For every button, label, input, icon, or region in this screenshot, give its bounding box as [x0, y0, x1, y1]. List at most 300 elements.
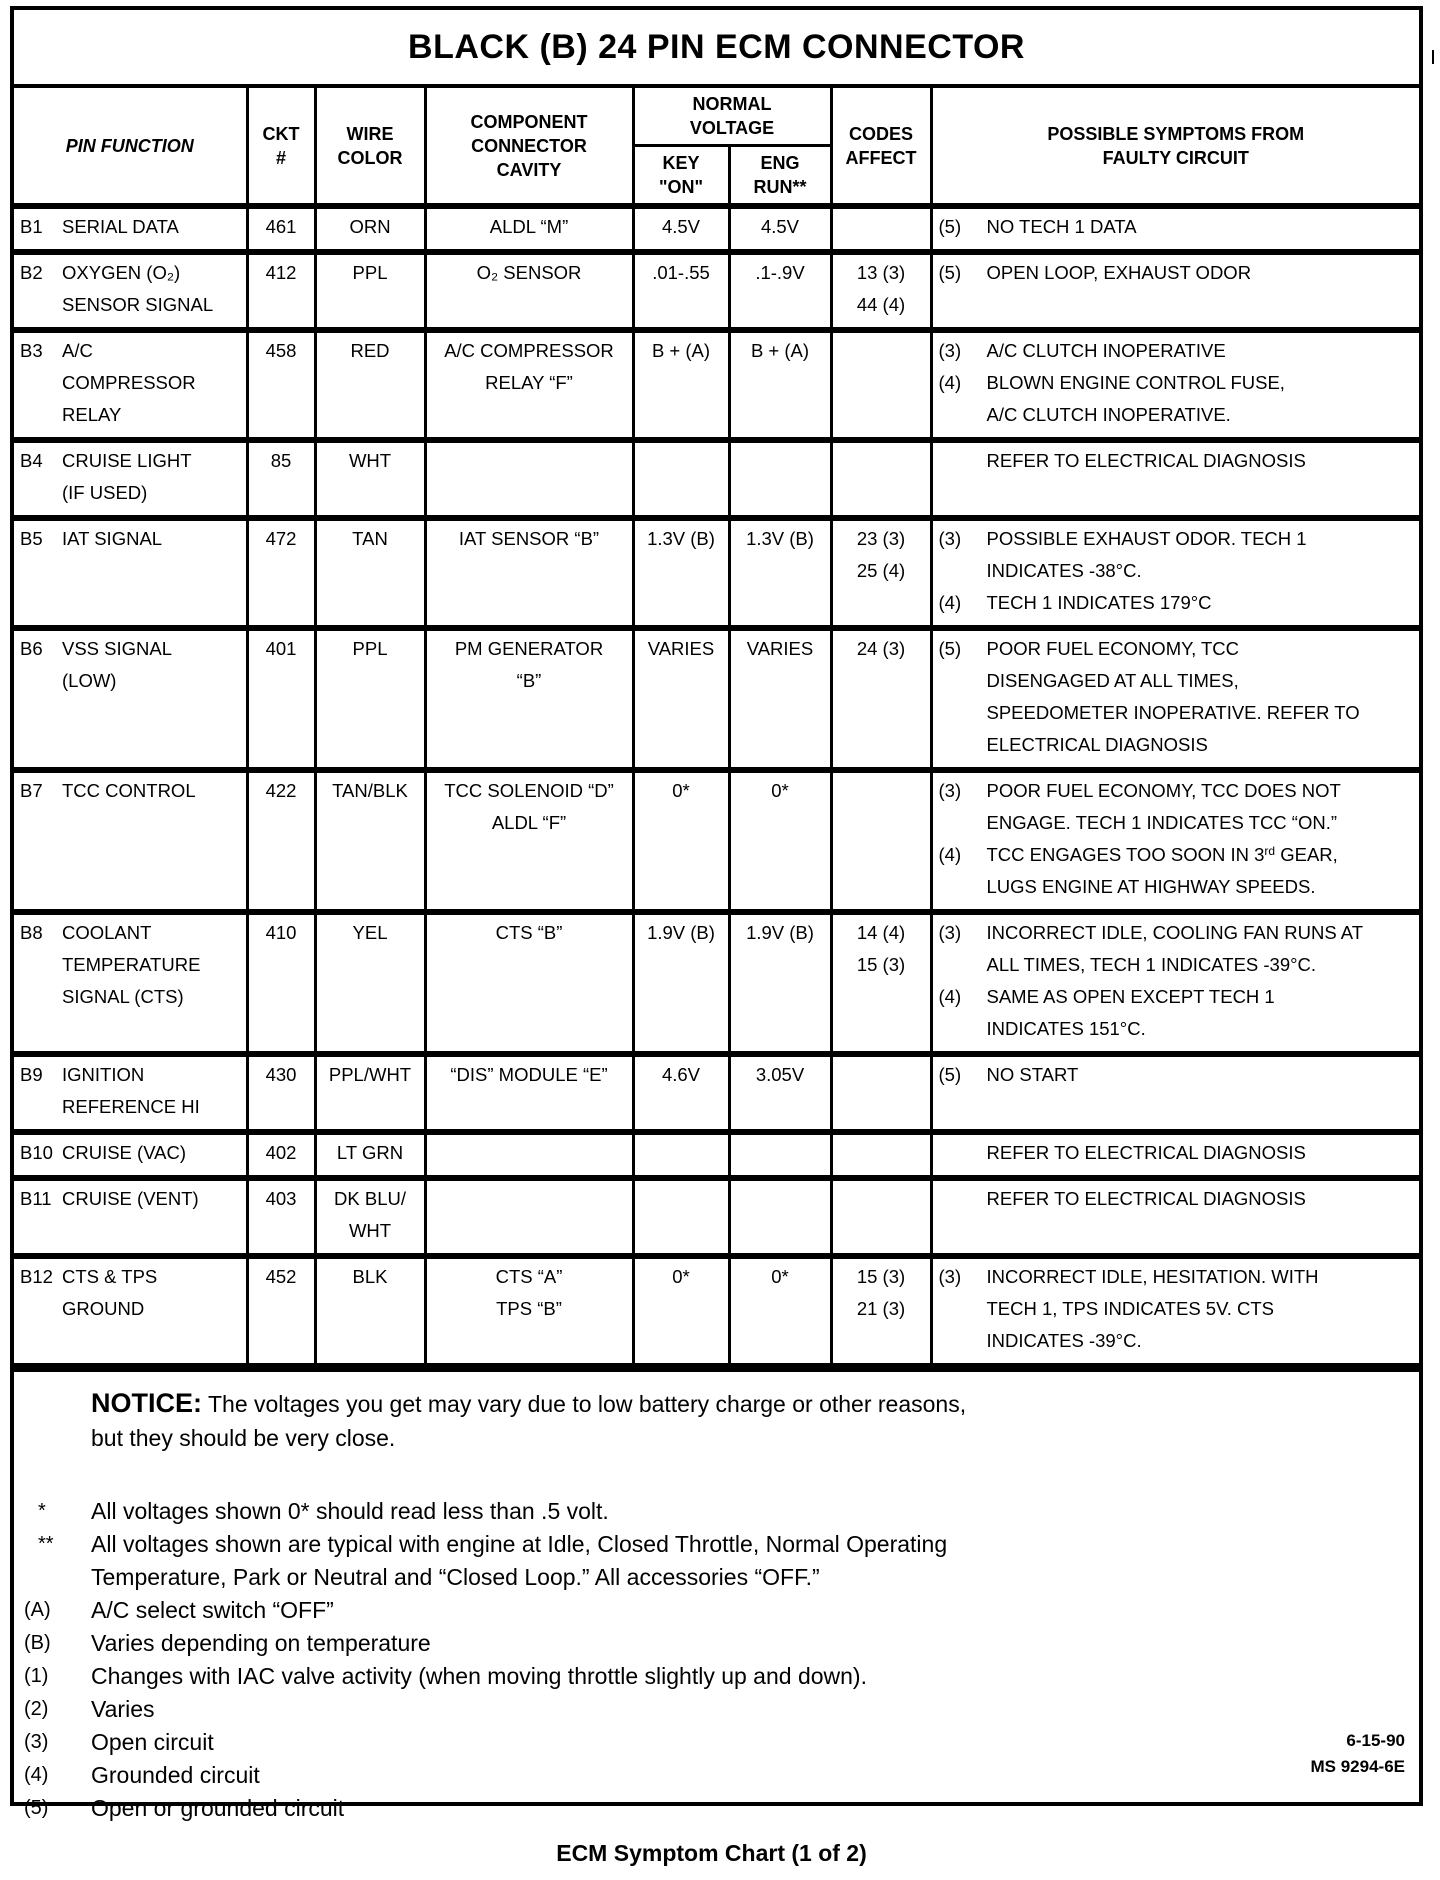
footnote-text: All voltages shown 0* should read less than .5 volt.: [91, 1498, 609, 1524]
pin-function-line: SIGNAL (CTS): [62, 986, 184, 1007]
symptom-line: [939, 633, 1414, 665]
pin-function-text: [62, 211, 179, 243]
pin-function-text: [62, 257, 213, 321]
circuit-number: 452: [247, 1256, 315, 1365]
footnote-key: [14, 1561, 91, 1594]
symptom-condition-code: [939, 729, 987, 761]
wire-color: [315, 518, 425, 628]
symptom-line: [939, 1261, 1414, 1293]
symptom-condition-code: [939, 949, 987, 981]
pin-function-cell: [14, 1178, 247, 1256]
header-pin-function: PIN FUNCTION: [14, 88, 247, 206]
header-component-cavity: [425, 88, 633, 206]
symptom-line: [939, 587, 1414, 619]
codes-affect: [831, 912, 931, 1054]
codes-affect: [831, 1256, 931, 1365]
component-cavity: [425, 1054, 633, 1132]
trouble-code: 24 (3): [856, 638, 906, 659]
codes-affect: [831, 628, 931, 770]
symptom-text: ELECTRICAL DIAGNOSIS: [986, 734, 1208, 755]
header-ckt: [247, 88, 315, 206]
symptom-line: [939, 697, 1414, 729]
symptom-text: POSSIBLE EXHAUST ODOR. TECH 1: [986, 528, 1307, 549]
footnote-text: Grounded circuit: [91, 1762, 260, 1788]
pin-function-cell: [14, 252, 247, 330]
pin-function-cell: [14, 628, 247, 770]
pin-id: B6: [20, 638, 43, 659]
circuit-number: 410: [247, 912, 315, 1054]
voltage-key-on: 1.9V (B): [633, 912, 729, 1054]
symptom-line: [939, 839, 1414, 871]
symptom-text: NO START: [986, 1064, 1079, 1085]
circuit-number: 430: [247, 1054, 315, 1132]
pin-function-cell: [14, 440, 247, 518]
symptom-line: [939, 211, 1414, 243]
possible-symptoms: [931, 252, 1419, 330]
circuit-number: 412: [247, 252, 315, 330]
scan-edge-mark: [1432, 50, 1434, 64]
symptom-line: [939, 949, 1414, 981]
voltage-key-on: [633, 1178, 729, 1256]
circuit-number: 461: [247, 206, 315, 252]
wire-color: [315, 1256, 425, 1365]
table-row: [14, 440, 1419, 518]
footnote-text: Open or grounded circuit: [91, 1795, 345, 1821]
symptom-condition-code: [939, 1293, 987, 1325]
pin-function: [20, 633, 240, 697]
header-eng-run-line1: ENG: [760, 153, 800, 173]
voltage-eng-run: [729, 1178, 831, 1256]
voltage-key-on: 0*: [633, 1256, 729, 1365]
footnote: [14, 1528, 1419, 1561]
circuit-number: 472: [247, 518, 315, 628]
wire-color-line: TAN: [352, 528, 388, 549]
symptom-text: SPEEDOMETER INOPERATIVE. REFER TO: [986, 702, 1360, 723]
table-row: [14, 252, 1419, 330]
symptom-line: [939, 399, 1414, 431]
table-row: [14, 1132, 1419, 1178]
symptom-line: [939, 981, 1414, 1013]
pin-function: [20, 1183, 240, 1215]
symptom-condition-code: [939, 555, 987, 587]
header-wire-color: [315, 88, 425, 206]
possible-symptoms: [931, 518, 1419, 628]
symptom-text: SAME AS OPEN EXCEPT TECH 1: [986, 986, 1275, 1007]
symptom-text: NO TECH 1 DATA: [986, 216, 1137, 237]
trouble-code: 14 (4): [856, 922, 906, 943]
component-cavity-line: ALDL “M”: [489, 216, 569, 237]
possible-symptoms: [931, 1256, 1419, 1365]
header-normal-voltage-line1: NORMAL: [692, 94, 772, 114]
pin-id: B2: [20, 262, 43, 283]
pin-function-line: CTS & TPS: [62, 1266, 158, 1287]
symptom-condition-code: (4): [938, 986, 962, 1007]
codes-affect: [831, 440, 931, 518]
wire-color: [315, 252, 425, 330]
header-possible-symptoms: [931, 88, 1419, 206]
wire-color: [315, 1054, 425, 1132]
pin-function: [20, 1137, 240, 1169]
pin-function: [20, 523, 240, 555]
symptom-text: A/C CLUTCH INOPERATIVE.: [986, 404, 1231, 425]
wire-color: [315, 206, 425, 252]
pin-id: B1: [20, 216, 43, 237]
symptom-line: [939, 367, 1414, 399]
voltage-key-on: 4.5V: [633, 206, 729, 252]
symptom-condition-code: [939, 697, 987, 729]
footnote-key: (5): [24, 1797, 49, 1819]
voltage-eng-run: VARIES: [729, 628, 831, 770]
symptom-line: [939, 917, 1414, 949]
wire-color: [315, 1178, 425, 1256]
circuit-number: 403: [247, 1178, 315, 1256]
footnote-key: (2): [24, 1698, 49, 1720]
wire-color-line: PPL: [352, 262, 388, 283]
component-cavity-line: CTS “B”: [495, 922, 563, 943]
footnote-text: Varies depending on temperature: [91, 1630, 431, 1656]
symptom-text: REFER TO ELECTRICAL DIAGNOSIS: [986, 1142, 1306, 1163]
component-cavity: [425, 330, 633, 440]
symptom-condition-code: [939, 1183, 987, 1215]
component-cavity: [425, 440, 633, 518]
codes-affect: [831, 1132, 931, 1178]
table-row: [14, 330, 1419, 440]
footnote: [14, 1660, 1419, 1693]
stamp-doc-id: MS 9294-6E: [1310, 1757, 1405, 1776]
component-cavity-line: A/C COMPRESSOR: [444, 340, 614, 361]
footnote-key: (4): [24, 1764, 49, 1786]
trouble-code: 25 (4): [856, 560, 906, 581]
wire-color: [315, 440, 425, 518]
component-cavity-line: TCC SOLENOID “D”: [444, 780, 614, 801]
component-cavity-line: RELAY “F”: [485, 372, 573, 393]
footnote-list: [14, 1495, 1419, 1825]
voltage-eng-run: 4.5V: [729, 206, 831, 252]
pin-id: B4: [20, 450, 43, 471]
voltage-eng-run: [729, 440, 831, 518]
pin-id: B5: [20, 528, 43, 549]
wire-color-line: RED: [350, 340, 390, 361]
codes-affect: [831, 770, 931, 912]
symptom-text: TECH 1, TPS INDICATES 5V. CTS: [986, 1298, 1275, 1319]
pin-function-cell: [14, 1054, 247, 1132]
symptom-condition-code: (4): [938, 844, 962, 865]
symptom-text: TCC ENGAGES TOO SOON IN 3rd GEAR,: [986, 844, 1338, 865]
codes-affect: [831, 330, 931, 440]
symptom-condition-code: (3): [938, 922, 962, 943]
header-codes-line1: CODES: [848, 123, 913, 144]
wire-color-line: PPL: [352, 638, 388, 659]
pin-function-line: TEMPERATURE: [62, 954, 201, 975]
codes-affect: [831, 1054, 931, 1132]
wire-color-line: PPL/WHT: [328, 1064, 412, 1085]
footnote-text: Temperature, Park or Neutral and “Closed Loop.” All accessories “OFF.”: [91, 1564, 820, 1590]
pin-id: B7: [20, 780, 43, 801]
voltage-eng-run: 1.3V (B): [729, 518, 831, 628]
pin-function: [20, 335, 240, 431]
symptom-condition-code: [939, 807, 987, 839]
table-row: [14, 518, 1419, 628]
wire-color-line: BLK: [352, 1266, 388, 1287]
circuit-number: 458: [247, 330, 315, 440]
pin-function: [20, 211, 240, 243]
symptom-line: [939, 775, 1414, 807]
wire-color-line: LT GRN: [336, 1142, 404, 1163]
pin-function-cell: [14, 912, 247, 1054]
symptom-condition-code: [939, 445, 987, 477]
pin-function-text: [62, 1183, 199, 1215]
symptom-text: POOR FUEL ECONOMY, TCC: [986, 638, 1240, 659]
codes-affect: [831, 206, 931, 252]
trouble-code: 15 (3): [856, 1266, 906, 1287]
codes-affect: [831, 518, 931, 628]
table-row: [14, 912, 1419, 1054]
voltage-key-on: VARIES: [633, 628, 729, 770]
symptom-line: [939, 1325, 1414, 1357]
symptom-line: [939, 445, 1414, 477]
chart-title: BLACK (B) 24 PIN ECM CONNECTOR: [14, 10, 1419, 88]
component-cavity-line: CTS “A”: [495, 1266, 563, 1287]
component-cavity: [425, 206, 633, 252]
header-normal-voltage-line2: VOLTAGE: [689, 118, 775, 138]
symptom-text: BLOWN ENGINE CONTROL FUSE,: [986, 372, 1285, 393]
possible-symptoms: [931, 912, 1419, 1054]
pin-function-line: COMPRESSOR: [62, 372, 196, 393]
wire-color: [315, 628, 425, 770]
notice-label: NOTICE:: [91, 1388, 202, 1418]
wire-color-line: YEL: [352, 922, 388, 943]
header-wire-line2: COLOR: [337, 147, 403, 168]
voltage-eng-run: 0*: [729, 1256, 831, 1365]
voltage-key-on: 0*: [633, 770, 729, 912]
codes-affect: [831, 1178, 931, 1256]
possible-symptoms: [931, 628, 1419, 770]
pin-function-text: [62, 1137, 186, 1169]
footnote-key: *: [38, 1500, 46, 1522]
symptom-line: [939, 523, 1414, 555]
pin-function-text: [62, 917, 200, 1013]
pin-table: [14, 88, 1419, 1366]
symptom-text: INDICATES 151°C.: [986, 1018, 1146, 1039]
table-row: [14, 1054, 1419, 1132]
header-eng-run: [729, 146, 831, 207]
header-codes-affect: [831, 88, 931, 206]
footnote: [14, 1627, 1419, 1660]
possible-symptoms: [931, 440, 1419, 518]
pin-function-line: (LOW): [62, 670, 117, 691]
voltage-eng-run: 1.9V (B): [729, 912, 831, 1054]
trouble-code: 15 (3): [856, 954, 906, 975]
component-cavity-line: “DIS” MODULE “E”: [450, 1064, 608, 1085]
voltage-key-on: [633, 1132, 729, 1178]
pin-function-line: RELAY: [62, 404, 122, 425]
circuit-number: 85: [247, 440, 315, 518]
footnote: [14, 1495, 1419, 1528]
voltage-key-on: [633, 440, 729, 518]
footnote-text: A/C select switch “OFF”: [91, 1597, 334, 1623]
circuit-number: 401: [247, 628, 315, 770]
table-row: [14, 1256, 1419, 1365]
pin-function: [20, 917, 240, 1013]
header-component-line3: CAVITY: [496, 159, 562, 180]
voltage-key-on: B + (A): [633, 330, 729, 440]
symptom-condition-code: [939, 399, 987, 431]
symptom-line: [939, 555, 1414, 587]
footnote: [14, 1561, 1419, 1594]
symptom-text: INDICATES -38°C.: [986, 560, 1142, 581]
table-row: [14, 206, 1419, 252]
table-row: [14, 1178, 1419, 1256]
symptom-line: [939, 665, 1414, 697]
symptom-text: DISENGAGED AT ALL TIMES,: [986, 670, 1239, 691]
header-symptoms-line1: POSSIBLE SYMPTOMS FROM: [1047, 123, 1305, 144]
symptom-text: INCORRECT IDLE, COOLING FAN RUNS AT: [986, 922, 1364, 943]
footnote: [14, 1759, 1419, 1792]
header-eng-run-line2: RUN**: [753, 177, 807, 197]
pin-function-line: COOLANT: [62, 922, 152, 943]
symptom-line: [939, 257, 1414, 289]
symptom-condition-code: [939, 871, 987, 903]
footnote-key: (A): [24, 1599, 51, 1621]
table-row: [14, 628, 1419, 770]
component-cavity-line: ALDL “F”: [491, 812, 567, 833]
notes-section: [14, 1366, 1419, 1821]
wire-color-line: ORN: [349, 216, 391, 237]
trouble-code: 13 (3): [856, 262, 906, 283]
pin-function: [20, 1261, 240, 1325]
symptom-line: [939, 1183, 1414, 1215]
symptom-condition-code: (4): [938, 372, 962, 393]
symptom-text: TECH 1 INDICATES 179°C: [986, 592, 1212, 613]
symptom-text: REFER TO ELECTRICAL DIAGNOSIS: [986, 450, 1306, 471]
symptom-condition-code: (5): [938, 1064, 962, 1085]
symptom-condition-code: [939, 1325, 987, 1357]
codes-affect: [831, 252, 931, 330]
header-key-on-line1: KEY: [662, 153, 700, 173]
symptom-text: ENGAGE. TECH 1 INDICATES TCC “ON.”: [986, 812, 1338, 833]
pin-function-line: IGNITION: [62, 1064, 145, 1085]
symptom-line: [939, 1293, 1414, 1325]
possible-symptoms: [931, 1054, 1419, 1132]
table-row: [14, 770, 1419, 912]
component-cavity-line: O₂ SENSOR: [476, 262, 582, 283]
wire-color: [315, 912, 425, 1054]
header-wire-line1: WIRE: [346, 123, 394, 144]
voltage-key-on: .01-.55: [633, 252, 729, 330]
pin-id: B9: [20, 1064, 43, 1085]
wire-color-line: DK BLU/: [334, 1188, 406, 1209]
symptom-line: [939, 1013, 1414, 1045]
pin-id: B8: [20, 922, 43, 943]
pin-function-line: REFERENCE HI: [62, 1096, 200, 1117]
pin-function-line: CRUISE (VENT): [62, 1188, 199, 1209]
pin-function-cell: [14, 206, 247, 252]
voltage-eng-run: 0*: [729, 770, 831, 912]
symptom-line: [939, 807, 1414, 839]
symptom-text: LUGS ENGINE AT HIGHWAY SPEEDS.: [986, 876, 1316, 897]
pin-function-line: CRUISE LIGHT: [62, 450, 192, 471]
footnote-text: Changes with IAC valve activity (when moving throttle slightly up and down).: [91, 1663, 867, 1689]
wire-color-line: TAN/BLK: [332, 780, 408, 801]
wire-color: [315, 330, 425, 440]
pin-function-cell: [14, 1132, 247, 1178]
symptom-condition-code: (5): [938, 638, 962, 659]
symptom-condition-code: [939, 1013, 987, 1045]
symptom-text: A/C CLUTCH INOPERATIVE: [986, 340, 1226, 361]
pin-function-line: GROUND: [62, 1298, 145, 1319]
symptom-text: REFER TO ELECTRICAL DIAGNOSIS: [986, 1188, 1306, 1209]
pin-function-text: [62, 1261, 157, 1325]
symptom-line: [939, 871, 1414, 903]
pin-function-cell: [14, 770, 247, 912]
voltage-eng-run: 3.05V: [729, 1054, 831, 1132]
symptom-text: POOR FUEL ECONOMY, TCC DOES NOT: [986, 780, 1341, 801]
symptom-line: [939, 335, 1414, 367]
pin-function: [20, 1059, 240, 1123]
trouble-code: 44 (4): [856, 294, 906, 315]
trouble-code: 23 (3): [856, 528, 906, 549]
pin-function-line: VSS SIGNAL: [62, 638, 173, 659]
voltage-key-on: 1.3V (B): [633, 518, 729, 628]
pin-function-line: SERIAL DATA: [62, 216, 179, 237]
pin-function-text: [62, 445, 192, 509]
component-cavity: [425, 912, 633, 1054]
pin-function-text: [62, 1059, 200, 1123]
voltage-eng-run: [729, 1132, 831, 1178]
wire-color: [315, 770, 425, 912]
pin-id: B11: [20, 1188, 52, 1209]
component-cavity-line: “B”: [516, 670, 542, 691]
pin-function: [20, 257, 240, 321]
pin-id: B3: [20, 340, 43, 361]
symptom-line: [939, 1137, 1414, 1169]
pin-rows: [14, 206, 1419, 1365]
footnote-key: (3): [24, 1731, 49, 1753]
header-normal-voltage: [633, 88, 831, 146]
pin-id: B12: [20, 1266, 53, 1287]
component-cavity: [425, 628, 633, 770]
header-ckt-line2: #: [275, 147, 286, 168]
component-cavity: [425, 770, 633, 912]
symptom-condition-code: (3): [938, 1266, 962, 1287]
wire-color-line: WHT: [348, 450, 392, 471]
pin-id: B10: [20, 1142, 53, 1163]
header-component-line2: CONNECTOR: [471, 135, 587, 156]
component-cavity-line: PM GENERATOR: [454, 638, 604, 659]
pin-function-line: TCC CONTROL: [62, 780, 196, 801]
pin-function-cell: [14, 518, 247, 628]
pin-function-line: (IF USED): [62, 482, 148, 503]
stamp-date: 6-15-90: [1346, 1731, 1405, 1750]
symptom-condition-code: (4): [938, 592, 962, 613]
possible-symptoms: [931, 206, 1419, 252]
pin-function-text: [62, 335, 196, 431]
footnote-key: (B): [24, 1632, 51, 1654]
pin-function-cell: [14, 330, 247, 440]
circuit-number: 402: [247, 1132, 315, 1178]
pin-function: [20, 775, 240, 807]
circuit-number: 422: [247, 770, 315, 912]
symptom-condition-code: [939, 665, 987, 697]
pin-function-line: SENSOR SIGNAL: [62, 294, 214, 315]
pin-function-text: [62, 523, 162, 555]
symptom-line: [939, 1059, 1414, 1091]
header-component-line1: COMPONENT: [470, 111, 588, 132]
symptom-text: INCORRECT IDLE, HESITATION. WITH: [986, 1266, 1319, 1287]
pin-function-line: CRUISE (VAC): [62, 1142, 187, 1163]
chart-caption: ECM Symptom Chart (1 of 2): [556, 1840, 867, 1866]
possible-symptoms: [931, 770, 1419, 912]
